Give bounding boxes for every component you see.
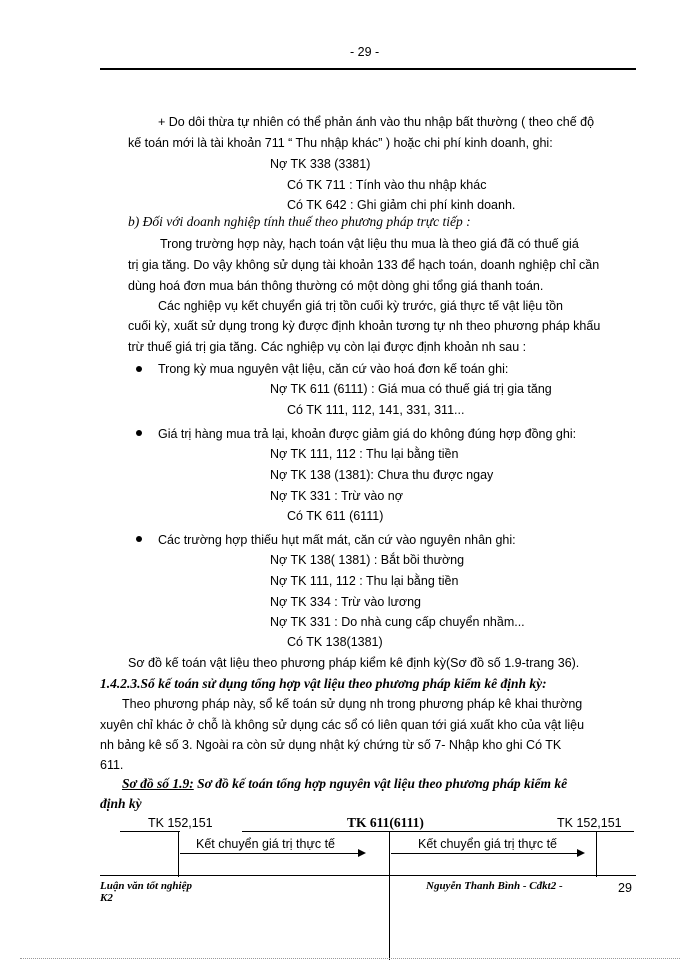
paragraph-line: + Do dôi thừa tự nhiên có thể phản ánh vào thu nhập bất thường ( theo chế độ [158,115,595,129]
t-account-line-center [242,831,552,832]
paragraph-line: cuối kỳ, xuất sử dụng trong kỳ được định khoản tương tự nh theo phương pháp khấu [128,319,601,333]
journal-entry: Có TK 138(1381) [287,635,383,649]
account-label-center: TK 611(6111) [347,815,424,830]
header-rule [100,68,636,70]
figure-caption [122,776,567,792]
footer-rule [100,875,636,876]
paragraph-line: 611. [100,758,124,772]
subsection-heading: b) Đối với doanh nghiệp tính thuế theo phương pháp trực tiếp : [128,214,471,229]
paragraph-line: Theo phương pháp này, sổ kế toán sử dụng nh trong phương pháp kê khai thường [122,697,583,711]
arrow-label-right: Kết chuyển giá trị thực tế [418,837,557,851]
page-edge-dots [20,958,680,959]
arrow-label-left: Kết chuyển giá trị thực tế [196,837,335,851]
t-account-vertical-center [389,831,390,960]
figure-caption-cont: định kỳ [100,796,142,811]
bullet-text: Các trường hợp thiếu hụt mất mát, căn cứ vào nguyên nhân ghi: [158,533,516,547]
bullet-icon [136,430,142,436]
paragraph-line: nh bảng kê số 3. Ngoài ra còn sử dụng nhật ký chứng từ số 7- Nhập kho ghi Có TK [100,738,562,752]
t-account-vertical-right [596,831,597,877]
bullet-text: Trong kỳ mua nguyên vật liệu, căn cứ vào hoá đơn kế toán ghi: [158,362,509,376]
paragraph-line: kế toán mới là tài khoản 711 “ Thu nhập khác” ) hoặc chi phí kinh doanh, ghi: [128,136,553,150]
journal-entry: Nợ TK 338 (3381) [270,157,371,171]
paragraph-line: trị gia tăng. Do vậy không sử dụng tài khoản 133 để hạch toán, doanh nghiệp chỉ cần [128,258,600,272]
t-account-vertical-left [178,831,179,877]
journal-entry: Nợ TK 138 (1381): Chưa thu được ngay [270,468,494,482]
footer-page-number: 29 [618,881,632,895]
journal-entry: Có TK 711 : Tính vào thu nhập khác [287,178,487,192]
paragraph-line: Trong trường hợp này, hạch toán vật liệu thu mua là theo giá đã có thuế giá [160,237,579,251]
t-account-line-left [120,831,180,832]
paragraph-line: Các nghiệp vụ kết chuyển giá trị tồn cuối kỳ trước, giá thực tế vật liệu tồn [158,299,563,313]
footer-thesis-label: Luận văn tốt nghiệp [100,880,192,892]
paragraph-line: xuyên chỉ khác ở chỗ là không sử dụng các sổ có liên quan tới giá xuất kho của vật liệu [100,718,585,732]
paragraph-line: trừ thuế giá trị gia tăng. Các nghiệp vụ còn lại được định khoản nh sau : [128,340,527,354]
section-title: 1.4.2.3.Sổ kế toán sử dụng tổng hợp vật liệu theo phương pháp kiểm kê định kỳ: [100,676,547,691]
bullet-text: Giá trị hàng mua trả lại, khoản được giảm giá do không đúng hợp đồng ghi: [158,427,577,441]
bullet-icon [136,536,142,542]
t-account-line-right [548,831,634,832]
journal-entry: Nợ TK 331 : Do nhà cung cấp chuyển nhầm... [270,615,525,629]
journal-entry: Nợ TK 611 (6111) : Giá mua có thuế giá trị gia tăng [270,382,552,396]
arrow-right-icon [358,849,366,857]
paragraph-line: dùng hoá đơn mua bán thông thường có một dòng ghi tổng giá thanh toán. [128,279,544,293]
page-number-header: - 29 - [350,45,380,59]
journal-entry: Nợ TK 331 : Trừ vào nợ [270,489,403,503]
footer-class: K2 [100,892,113,904]
figure-label: Sơ đồ số 1.9: [122,776,194,791]
journal-entry: Có TK 611 (6111) [287,509,384,523]
arrow-right-icon [577,849,585,857]
journal-entry: Nợ TK 334 : Trừ vào lương [270,595,422,609]
account-label-left: TK 152,151 [148,816,213,830]
account-label-right: TK 152,151 [557,816,622,830]
footer-author: Nguyễn Thanh Bình - Cđkt2 - [426,880,563,892]
figure-reference: Sơ đồ kế toán vật liệu theo phương pháp kiểm kê định kỳ(Sơ đồ số 1.9-trang 36). [128,656,580,670]
journal-entry: Nợ TK 111, 112 : Thu lại bằng tiền [270,574,459,588]
journal-entry: Có TK 111, 112, 141, 331, 311... [287,403,465,417]
figure-title: Sơ đồ kế toán tổng hợp nguyên vật liệu theo phương pháp kiểm kê [193,776,568,791]
journal-entry: Nợ TK 111, 112 : Thu lại bằng tiền [270,447,459,461]
journal-entry: Nợ TK 138( 1381) : Bắt bồi thường [270,553,465,567]
arrow-line-right [391,853,579,854]
bullet-icon [136,366,142,372]
arrow-line-left [180,853,360,854]
journal-entry: Có TK 642 : Ghi giảm chi phí kinh doanh. [287,198,516,212]
